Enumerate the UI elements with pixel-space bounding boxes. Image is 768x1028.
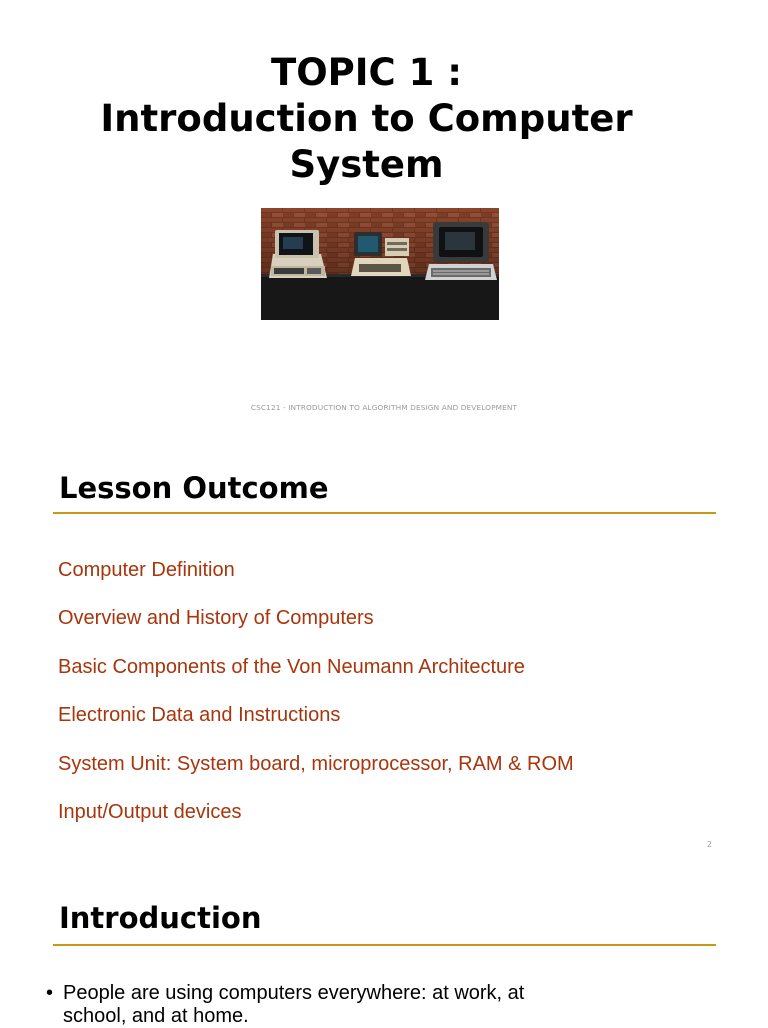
title-slide: [0, 0, 768, 440]
outcome-item: Basic Components of the Von Neumann Architecture: [58, 655, 525, 678]
bullet-text: People are using computers everywhere: at work, at school, and at home.: [63, 982, 525, 1027]
title-line: TOPIC 1 :: [270, 51, 463, 94]
introduction-heading: Introduction: [59, 901, 262, 935]
page-number: 2: [706, 840, 712, 849]
heading-divider: [53, 944, 716, 946]
outcome-item: System Unit: System board, microprocessor, RAM & ROM: [58, 752, 574, 775]
title-line: System: [289, 143, 444, 186]
outcome-list: [58, 555, 574, 845]
left-computer-illustration: [269, 230, 327, 278]
bullet-item: [46, 982, 566, 1028]
vintage-computers-photo: [261, 208, 499, 320]
course-footer: CSC121 - INTRODUCTION TO ALGORITHM DESIGN AND DEVELOPMENT: [250, 403, 518, 412]
outcome-item: Input/Output devices: [58, 800, 242, 823]
lesson-outcome-heading: Lesson Outcome: [59, 471, 329, 505]
introduction-bullet-list: [46, 982, 566, 1028]
outcome-item: Computer Definition: [58, 559, 235, 581]
middle-computer-illustration: [351, 232, 411, 276]
right-computer-illustration: [425, 222, 497, 280]
slide-title: [0, 50, 733, 188]
outcome-item: Electronic Data and Instructions: [58, 704, 341, 727]
title-line: Introduction to Computer: [100, 97, 633, 140]
heading-divider: [53, 512, 716, 514]
outcome-item: Overview and History of Computers: [58, 607, 374, 630]
bullet-symbol: •: [46, 982, 54, 1004]
